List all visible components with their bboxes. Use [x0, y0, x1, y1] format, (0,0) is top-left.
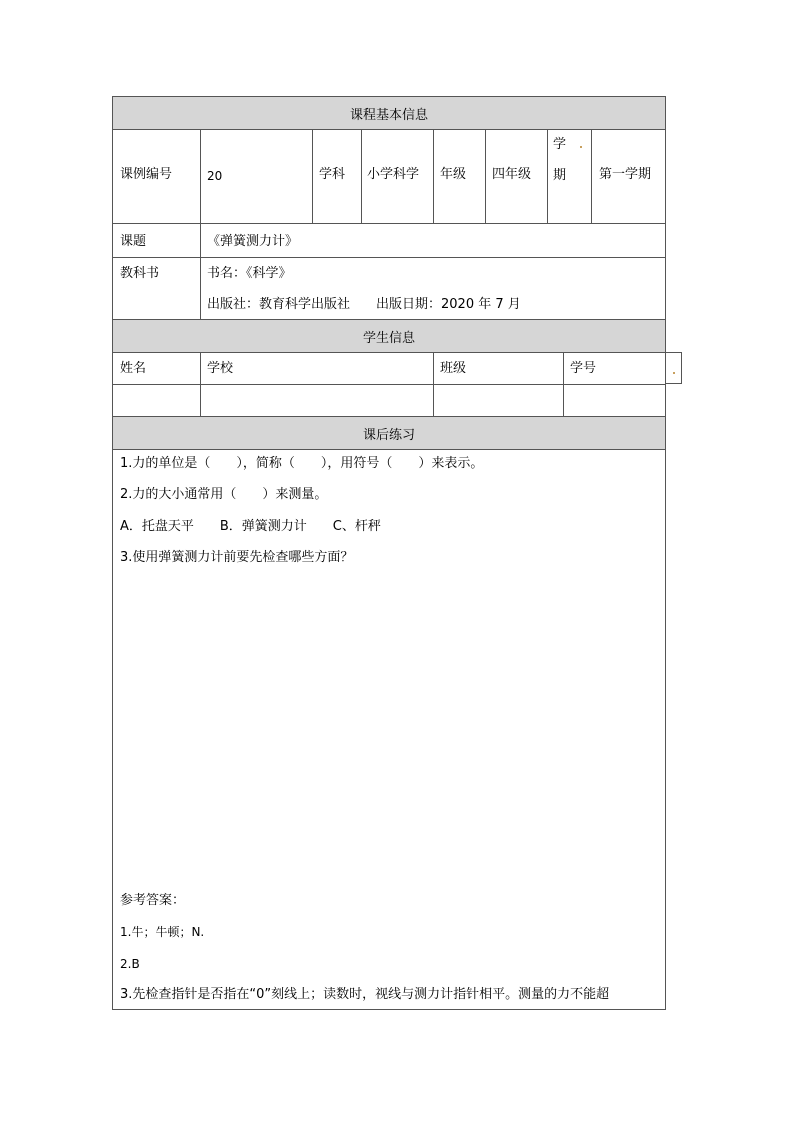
- exercises-header-text: 课后练习: [362, 427, 415, 443]
- semester-value: 第一学期: [599, 167, 652, 182]
- subject-value: 小学科学: [367, 167, 420, 182]
- publisher-line: 出版社：教育科学出版社 出版日期：2020 年 7 月: [207, 297, 521, 312]
- student-info-header-text: 学生信息: [362, 330, 415, 346]
- student-id-label: 学号: [570, 361, 597, 376]
- topic-value: 《弹簧测力计》: [207, 234, 299, 249]
- question-1: 1.力的单位是（ ），简称（ ），用符号（ ）来表示。: [120, 456, 484, 471]
- semester-label-bottom: 期: [553, 168, 567, 183]
- divider: [485, 129, 486, 223]
- grade-value: 四年级: [492, 167, 532, 182]
- divider: [113, 223, 665, 224]
- divider: [200, 223, 201, 319]
- case-no-value: 20: [207, 169, 223, 183]
- divider: [433, 129, 434, 223]
- question-2-options: A．托盘天平 B．弹簧测力计 C、杆秤: [120, 519, 381, 534]
- student-info-header: [113, 319, 665, 353]
- lesson-worksheet-table: [112, 96, 666, 1010]
- exercises-header: [113, 416, 665, 450]
- extra-cell: [665, 352, 682, 384]
- mark-dot: [580, 146, 582, 148]
- answer-1: 1.牛；牛顿；N.: [120, 925, 205, 939]
- subject-label: 学科: [319, 167, 346, 182]
- class-label: 班级: [440, 361, 467, 376]
- mark-dot: [673, 372, 675, 374]
- divider: [312, 129, 313, 223]
- answer-2: 2.B: [120, 957, 140, 971]
- divider: [113, 257, 665, 258]
- course-info-header: [113, 97, 665, 130]
- school-label: 学校: [207, 361, 234, 376]
- textbook-label: 教科书: [120, 266, 160, 281]
- case-no-label: 课例编号: [120, 167, 173, 182]
- question-2: 2.力的大小通常用（ ）来测量。: [120, 487, 328, 502]
- name-label: 姓名: [120, 361, 147, 376]
- answers-label: 参考答案：: [120, 893, 186, 908]
- question-3: 3.使用弹簧测力计前要先检查哪些方面？: [120, 550, 354, 565]
- grade-label: 年级: [440, 167, 467, 182]
- divider: [113, 384, 665, 385]
- divider: [200, 129, 201, 223]
- semester-label-top: 学: [553, 137, 567, 152]
- divider: [361, 129, 362, 223]
- topic-label: 课题: [120, 234, 147, 249]
- book-name: 书名：《科学》: [207, 266, 292, 281]
- answer-3: 3.先检查指针是否指在“0”刻线上；读数时，视线与测力计指针相平。测量的力不能超: [120, 987, 610, 1002]
- divider: [591, 129, 592, 223]
- divider: [547, 129, 548, 223]
- course-info-header-text: 课程基本信息: [349, 107, 428, 123]
